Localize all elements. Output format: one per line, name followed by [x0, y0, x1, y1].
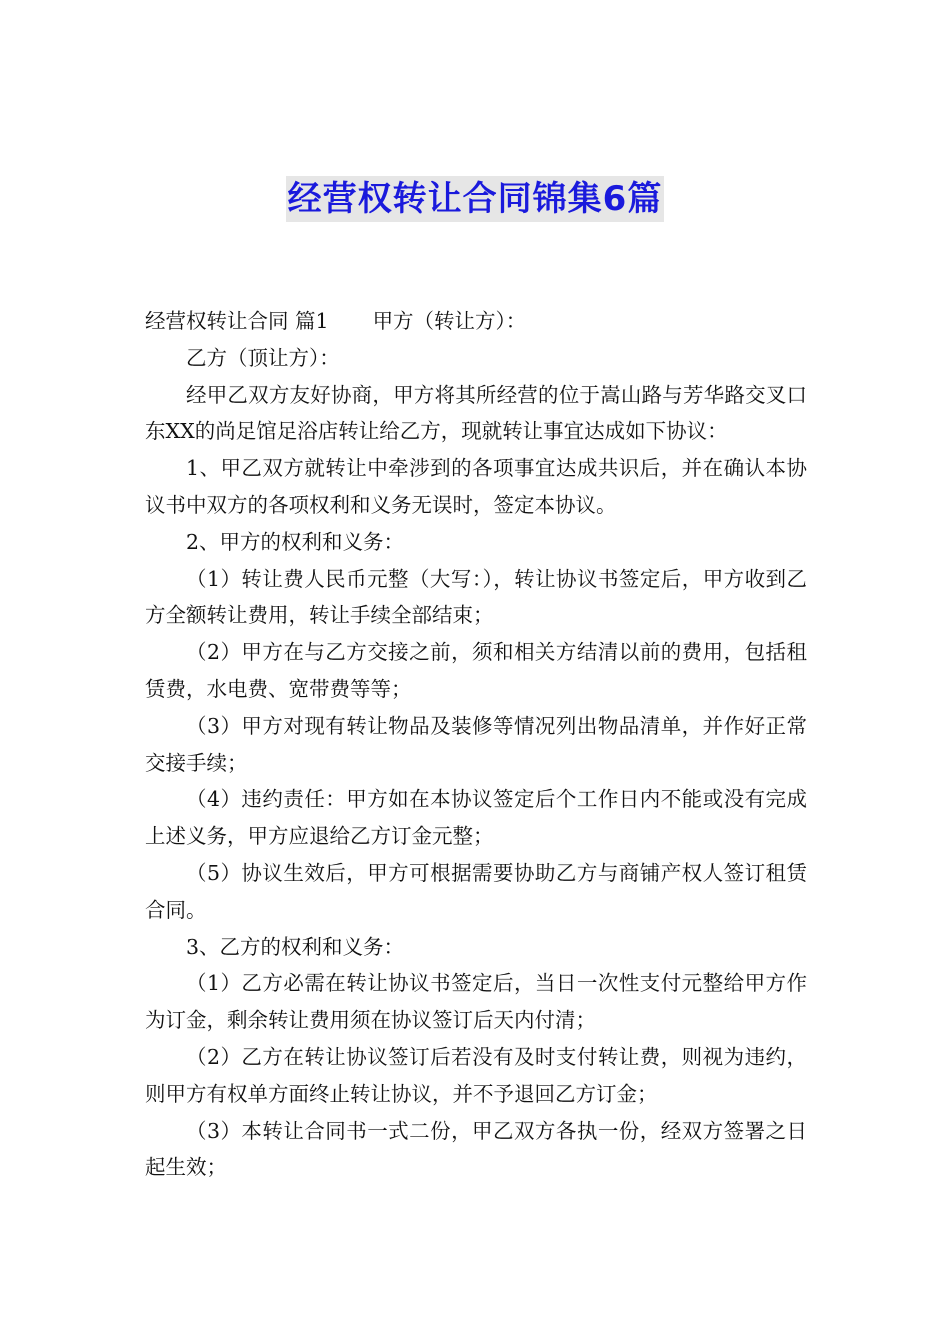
paragraph: 乙方（顶让方）： [186, 345, 340, 370]
paragraph: 2、甲方的权利和义务： [186, 529, 405, 554]
paragraph: （2）乙方在转让协议签订后若没有及时支付转让费，则视为违约，则甲方有权单方面终止转让协议，并不予退回乙方订金； [145, 1044, 807, 1106]
paragraph: （5）协议生效后，甲方可根据需要协助乙方与商铺产权人签订租赁合同。 [145, 860, 807, 922]
document-title: 经营权转让合同锦集6篇 [286, 176, 665, 222]
document-body [145, 303, 807, 1186]
title-wrap [0, 176, 950, 222]
paragraph: （3）本转让合同书一式二份，甲乙双方各执一份，经双方签署之日起生效； [145, 1118, 807, 1180]
paragraph: 1、甲乙双方就转让中牵涉到的各项事宜达成共识后，并在确认本协议书中双方的各项权利和义务无误时，签定本协议。 [145, 456, 807, 517]
paragraph: （1）乙方必需在转让协议书签定后，当日一次性支付元整给甲方作为订金，剩余转让费用须在协议签订后天内付清； [145, 971, 807, 1033]
paragraph: 经甲乙双方友好协商，甲方将其所经营的位于嵩山路与芳华路交叉口东XX的尚足馆足浴店转让给乙方，现就转让事宜达成如下协议： [145, 382, 807, 444]
paragraph: （2）甲方在与乙方交接之前，须和相关方结清以前的费用，包括租赁费，水电费、宽带费等等； [145, 640, 807, 701]
contract-heading-label: 经营权转让合同 篇1 [145, 309, 329, 333]
paragraph: 3、乙方的权利和义务： [186, 934, 405, 959]
paragraph: （4）违约责任：甲方如在本协议签定后个工作日内不能或没有完成上述义务，甲方应退给乙方订金元整； [145, 787, 807, 849]
heading-line [145, 303, 807, 340]
paragraph: （3）甲方对现有转让物品及装修等情况列出物品清单，并作好正常交接手续； [145, 713, 807, 775]
paragraph: （1）转让费人民币元整（大写：），转让协议书签定后，甲方收到乙方全额转让费用，转让手续全部结束； [145, 566, 807, 628]
party-a-label: 甲方（转让方）： [372, 309, 527, 333]
